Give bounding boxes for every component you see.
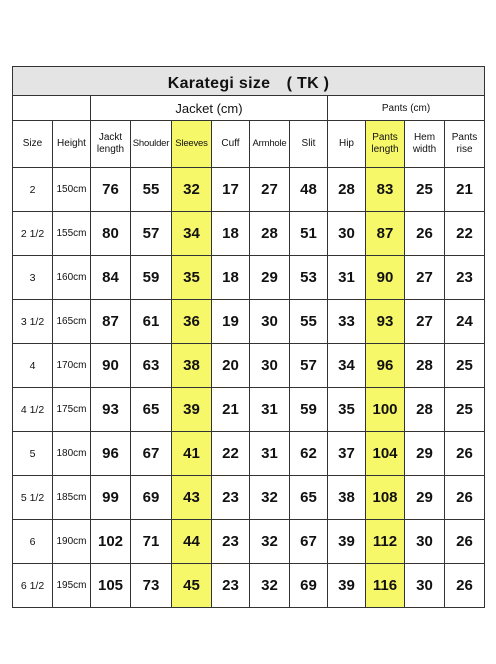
hem-width-cell: 30: [405, 520, 445, 564]
slit-cell: 53: [290, 256, 328, 300]
size-cell: 5: [13, 432, 53, 476]
hem-width-header: [405, 121, 445, 168]
pants-rise-cell: 24: [445, 300, 485, 344]
slit-cell: 62: [290, 432, 328, 476]
armhole-cell: 30: [250, 344, 290, 388]
pants-group-header: Pants (cm): [328, 96, 485, 121]
pants-length-header: [366, 121, 405, 168]
pants-length-cell: 90: [366, 256, 405, 300]
cuff-cell: 18: [212, 256, 250, 300]
armhole-cell: 31: [250, 432, 290, 476]
jacket-length-header-line1: Jackt: [98, 132, 123, 143]
armhole-cell: 32: [250, 476, 290, 520]
hip-cell: 31: [328, 256, 366, 300]
height-cell: 165cm: [53, 300, 91, 344]
shoulder-cell: 69: [131, 476, 172, 520]
armhole-header: Armhole: [250, 121, 290, 168]
jacket-length-cell: 90: [91, 344, 131, 388]
karategi-size-table: [12, 66, 485, 608]
pants-length-cell: 112: [366, 520, 405, 564]
slit-cell: 69: [290, 564, 328, 608]
pants-rise-cell: 26: [445, 432, 485, 476]
sleeves-cell: 34: [172, 212, 212, 256]
shoulder-cell: 59: [131, 256, 172, 300]
height-cell: 190cm: [53, 520, 91, 564]
armhole-cell: 32: [250, 520, 290, 564]
sleeves-cell: 39: [172, 388, 212, 432]
jacket-length-cell: 93: [91, 388, 131, 432]
pants-length-cell: 87: [366, 212, 405, 256]
slit-cell: 57: [290, 344, 328, 388]
armhole-cell: 29: [250, 256, 290, 300]
table-title: Karategi size ( TK ): [13, 67, 485, 96]
jacket-length-cell: 84: [91, 256, 131, 300]
slit-cell: 48: [290, 168, 328, 212]
hem-width-cell: 30: [405, 564, 445, 608]
hem-width-cell: 29: [405, 476, 445, 520]
cuff-cell: 22: [212, 432, 250, 476]
height-cell: 185cm: [53, 476, 91, 520]
shoulder-cell: 71: [131, 520, 172, 564]
slit-cell: 55: [290, 300, 328, 344]
size-header: Size: [13, 121, 53, 168]
table-row: [13, 300, 485, 344]
hem-width-cell: 27: [405, 300, 445, 344]
sleeves-cell: 35: [172, 256, 212, 300]
cuff-cell: 20: [212, 344, 250, 388]
hip-header: Hip: [328, 121, 366, 168]
cuff-cell: 17: [212, 168, 250, 212]
cuff-cell: 23: [212, 564, 250, 608]
cuff-cell: 23: [212, 520, 250, 564]
pants-length-cell: 83: [366, 168, 405, 212]
shoulder-cell: 67: [131, 432, 172, 476]
hip-cell: 39: [328, 564, 366, 608]
jacket-length-cell: 99: [91, 476, 131, 520]
table-row: [13, 388, 485, 432]
size-cell: 3 1/2: [13, 300, 53, 344]
sleeves-cell: 44: [172, 520, 212, 564]
pants-rise-cell: 25: [445, 344, 485, 388]
table-row: [13, 476, 485, 520]
armhole-cell: 31: [250, 388, 290, 432]
slit-cell: 67: [290, 520, 328, 564]
pants-rise-cell: 26: [445, 564, 485, 608]
hem-width-cell: 28: [405, 344, 445, 388]
armhole-cell: 32: [250, 564, 290, 608]
height-header: Height: [53, 121, 91, 168]
cuff-cell: 23: [212, 476, 250, 520]
size-cell: 3: [13, 256, 53, 300]
sleeves-cell: 32: [172, 168, 212, 212]
jacket-length-cell: 96: [91, 432, 131, 476]
sleeves-cell: 43: [172, 476, 212, 520]
size-cell: 5 1/2: [13, 476, 53, 520]
hem-width-cell: 29: [405, 432, 445, 476]
slit-cell: 65: [290, 476, 328, 520]
table-row: [13, 344, 485, 388]
size-cell: 4: [13, 344, 53, 388]
sleeves-cell: 36: [172, 300, 212, 344]
armhole-cell: 27: [250, 168, 290, 212]
pants-length-header-line2: length: [371, 144, 399, 155]
shoulder-cell: 55: [131, 168, 172, 212]
pants-length-cell: 96: [366, 344, 405, 388]
jacket-length-header-line2: length: [96, 144, 125, 155]
hem-width-cell: 27: [405, 256, 445, 300]
table-row: [13, 212, 485, 256]
height-cell: 170cm: [53, 344, 91, 388]
hip-cell: 38: [328, 476, 366, 520]
hem-width-header-line2: width: [412, 144, 437, 155]
sleeves-header: Sleeves: [172, 121, 212, 168]
size-cell: 6 1/2: [13, 564, 53, 608]
sleeves-cell: 41: [172, 432, 212, 476]
shoulder-cell: 61: [131, 300, 172, 344]
height-cell: 180cm: [53, 432, 91, 476]
hem-width-cell: 25: [405, 168, 445, 212]
slit-cell: 59: [290, 388, 328, 432]
pants-rise-cell: 23: [445, 256, 485, 300]
height-cell: 175cm: [53, 388, 91, 432]
hip-cell: 30: [328, 212, 366, 256]
height-cell: 195cm: [53, 564, 91, 608]
jacket-length-cell: 87: [91, 300, 131, 344]
armhole-cell: 28: [250, 212, 290, 256]
pants-rise-cell: 25: [445, 388, 485, 432]
jacket-group-header: Jacket (cm): [91, 96, 328, 121]
hem-width-cell: 26: [405, 212, 445, 256]
table-row: [13, 256, 485, 300]
jacket-length-cell: 80: [91, 212, 131, 256]
hem-width-header-line1: Hem: [413, 132, 436, 143]
table-row: [13, 432, 485, 476]
height-cell: 150cm: [53, 168, 91, 212]
size-cell: 6: [13, 520, 53, 564]
hip-cell: 39: [328, 520, 366, 564]
jacket-length-cell: 102: [91, 520, 131, 564]
jacket-length-cell: 105: [91, 564, 131, 608]
cuff-cell: 21: [212, 388, 250, 432]
cuff-header: Cuff: [212, 121, 250, 168]
shoulder-cell: 63: [131, 344, 172, 388]
hip-cell: 37: [328, 432, 366, 476]
pants-length-cell: 104: [366, 432, 405, 476]
size-cell: 2 1/2: [13, 212, 53, 256]
pants-rise-header-line1: Pants: [451, 132, 478, 143]
slit-header: Slit: [290, 121, 328, 168]
pants-length-cell: 116: [366, 564, 405, 608]
table-row: [13, 564, 485, 608]
jacket-length-cell: 76: [91, 168, 131, 212]
pants-length-cell: 93: [366, 300, 405, 344]
sleeves-cell: 38: [172, 344, 212, 388]
cuff-cell: 18: [212, 212, 250, 256]
pants-rise-cell: 22: [445, 212, 485, 256]
size-cell: 4 1/2: [13, 388, 53, 432]
cuff-cell: 19: [212, 300, 250, 344]
hip-cell: 33: [328, 300, 366, 344]
hip-cell: 35: [328, 388, 366, 432]
pants-length-cell: 108: [366, 476, 405, 520]
pants-rise-header-line2: rise: [456, 144, 473, 155]
height-cell: 155cm: [53, 212, 91, 256]
pants-rise-cell: 21: [445, 168, 485, 212]
hip-cell: 28: [328, 168, 366, 212]
table-row: [13, 168, 485, 212]
shoulder-cell: 65: [131, 388, 172, 432]
hip-cell: 34: [328, 344, 366, 388]
pants-length-header-line1: Pants: [372, 132, 398, 143]
shoulder-header: Shoulder: [131, 121, 172, 168]
shoulder-cell: 57: [131, 212, 172, 256]
table-row: [13, 520, 485, 564]
hem-width-cell: 28: [405, 388, 445, 432]
height-cell: 160cm: [53, 256, 91, 300]
blank-corner-cell: [13, 96, 91, 121]
pants-rise-cell: 26: [445, 520, 485, 564]
sleeves-cell: 45: [172, 564, 212, 608]
size-cell: 2: [13, 168, 53, 212]
slit-cell: 51: [290, 212, 328, 256]
shoulder-cell: 73: [131, 564, 172, 608]
pants-rise-header: [445, 121, 485, 168]
size-table-body: [13, 168, 485, 608]
armhole-cell: 30: [250, 300, 290, 344]
pants-rise-cell: 26: [445, 476, 485, 520]
pants-length-cell: 100: [366, 388, 405, 432]
jacket-length-header: [91, 121, 131, 168]
